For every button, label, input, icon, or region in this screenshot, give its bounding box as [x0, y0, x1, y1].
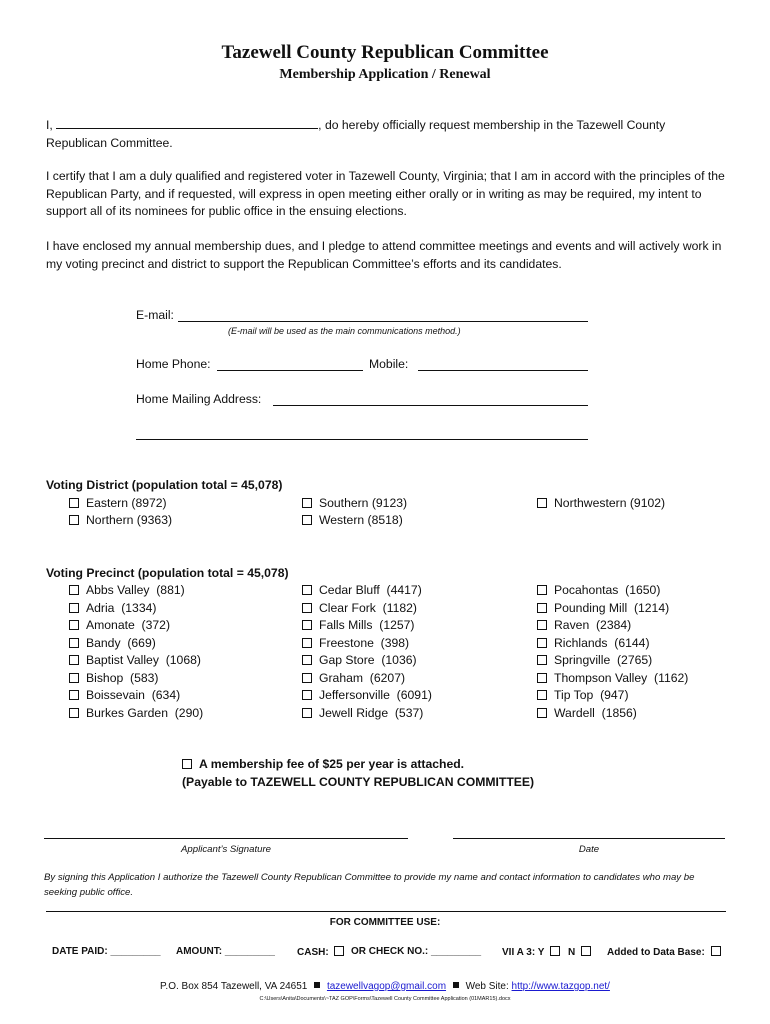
precinct-option[interactable] [302, 706, 423, 720]
checkbox-icon[interactable] [537, 585, 547, 595]
applicant-name-field[interactable] [56, 116, 318, 129]
checkbox-icon[interactable] [302, 708, 312, 718]
precinct-label: Clear Fork (1182) [319, 600, 417, 615]
vii-field: VII A 3: Y N [502, 946, 591, 958]
precinct-option[interactable] [302, 653, 417, 667]
checkbox-icon[interactable] [302, 638, 312, 648]
precinct-option[interactable] [537, 706, 637, 720]
precinct-option[interactable] [302, 583, 422, 597]
checkbox-icon[interactable] [69, 673, 79, 683]
consent-text: By signing this Application I authorize the Tazewell County Republican Committee to provide my name and contact information to candidates who may be seeking public office. [44, 872, 695, 898]
precinct-label: Bishop (583) [86, 670, 159, 685]
cash-checkbox-icon[interactable] [334, 946, 344, 956]
precinct-label: Adria (1334) [86, 600, 157, 615]
added-field: Added to Data Base: [607, 946, 721, 958]
precinct-option[interactable] [537, 601, 669, 615]
precinct-option[interactable] [302, 601, 417, 615]
checkbox-icon[interactable] [302, 603, 312, 613]
precinct-label: Pocahontas (1650) [554, 583, 661, 597]
precinct-label: Richlands (6144) [554, 635, 650, 650]
footer-file-path: C:\Users\Anita\Documents\~TAZ GOP\Forms\Tazewell County Committee Application (01MAR15).docx [259, 996, 511, 1002]
checkbox-icon[interactable] [302, 655, 312, 665]
precinct-label: Jewell Ridge (537) [319, 705, 424, 720]
checkbox-icon[interactable] [69, 638, 79, 648]
precinct-option[interactable] [302, 618, 415, 632]
district-heading: Voting District (population total = 45,078) [46, 478, 283, 492]
intro-request [46, 116, 726, 152]
precinct-label: Springville (2765) [554, 653, 653, 667]
precinct-option[interactable] [302, 688, 432, 702]
checkbox-icon[interactable] [69, 708, 79, 718]
precinct-option[interactable] [302, 636, 409, 650]
mobile-label: Mobile: [369, 357, 409, 371]
no-checkbox-icon[interactable] [581, 946, 591, 956]
precinct-option[interactable] [69, 688, 180, 702]
precinct-label: Wardell (1856) [554, 705, 637, 720]
fee-line: A membership fee of $25 per year is attached. [182, 757, 464, 771]
email-field[interactable] [178, 321, 588, 322]
dues-paragraph: I have enclosed my annual membership dues, and I pledge to attend committee meetings and events and will actively work in my voting precinct and district to support the Republican Committee’s efforts and its candidates. [46, 239, 722, 271]
yes-checkbox-icon[interactable] [550, 946, 560, 956]
checkbox-icon[interactable] [69, 655, 79, 665]
checkbox-icon[interactable] [537, 603, 547, 613]
email-note: (E-mail will be used as the main communications method.) [228, 326, 461, 336]
precinct-option[interactable] [69, 636, 156, 650]
precinct-option[interactable] [69, 653, 201, 667]
precinct-label: Tip Top (947) [554, 688, 629, 702]
added-checkbox-icon[interactable] [711, 946, 721, 956]
district-option[interactable]: Southern (9123) [302, 496, 407, 510]
precinct-option[interactable] [537, 583, 660, 597]
precinct-option[interactable] [69, 601, 156, 615]
checkbox-icon[interactable] [537, 655, 547, 665]
intro-suffix: , do hereby officially request membership in the Tazewell County [318, 118, 666, 132]
fee-checkbox-icon[interactable] [182, 759, 192, 769]
precinct-option[interactable] [69, 583, 185, 597]
checkbox-icon[interactable] [537, 673, 547, 683]
footer-contact [0, 981, 770, 992]
checkbox-icon[interactable] [302, 498, 312, 508]
precinct-label: Jeffersonville (6091) [319, 688, 432, 702]
precinct-label: Gap Store (1036) [319, 653, 417, 667]
precinct-heading: Voting Precinct (population total = 45,078) [46, 566, 289, 580]
precinct-label: Cedar Bluff (4417) [319, 583, 422, 597]
home-phone-field[interactable] [217, 370, 363, 371]
date-paid: DATE PAID: _________ [52, 946, 161, 957]
address-field-line1[interactable] [273, 405, 588, 406]
checkbox-icon[interactable] [302, 673, 312, 683]
district-option[interactable]: Northern (9363) [69, 513, 172, 527]
email-label: E-mail: [136, 308, 174, 322]
precinct-option[interactable] [69, 671, 159, 685]
precinct-label: Abbs Valley (881) [86, 583, 185, 597]
date-field[interactable] [453, 838, 725, 839]
footer-website-label: Web Site: [465, 981, 509, 992]
checkbox-icon[interactable] [537, 498, 547, 508]
precinct-label: Baptist Valley (1068) [86, 653, 201, 667]
intro-line2: Republican Committee. [46, 135, 173, 150]
checkbox-icon[interactable] [69, 690, 79, 700]
date-label: Date [578, 844, 600, 855]
precinct-label: Falls Mills (1257) [319, 618, 415, 632]
bullet-square-icon [453, 982, 459, 988]
bullet-square-icon [314, 982, 320, 988]
precinct-label: Raven (2384) [554, 618, 632, 632]
precinct-label: Boissevain (634) [86, 688, 181, 702]
checkbox-icon[interactable] [302, 585, 312, 595]
checkbox-icon[interactable] [537, 690, 547, 700]
precinct-option[interactable] [537, 688, 629, 702]
checkbox-icon[interactable] [537, 638, 547, 648]
precinct-label: Bandy (669) [86, 635, 156, 650]
checkbox-icon[interactable] [69, 620, 79, 630]
address-field-line2[interactable] [136, 439, 588, 440]
footer-address: P.O. Box 854 Tazewell, VA 24651 [160, 981, 308, 992]
checkbox-icon[interactable] [69, 603, 79, 613]
checkbox-icon[interactable] [537, 708, 547, 718]
precinct-option[interactable] [537, 636, 650, 650]
precinct-option[interactable] [537, 671, 688, 685]
mobile-field[interactable] [418, 370, 588, 371]
fee-payable: (Payable to TAZEWELL COUNTY REPUBLICAN COMMITTEE) [182, 775, 535, 789]
footer-website-link[interactable]: http://www.tazgop.net/ [511, 981, 610, 992]
checkbox-icon[interactable] [69, 585, 79, 595]
precinct-label: Burkes Garden (290) [86, 705, 204, 720]
precinct-label: Freestone (398) [319, 635, 410, 650]
address-label: Home Mailing Address: [136, 392, 262, 406]
signature-label: Applicant’s Signature [181, 844, 271, 855]
precinct-label: Thompson Valley (1162) [554, 670, 689, 685]
checkbox-icon[interactable] [302, 620, 312, 630]
precinct-label: Pounding Mill (1214) [554, 600, 670, 615]
page-title: Tazewell County Republican Committee [221, 42, 549, 63]
precinct-option[interactable] [69, 706, 203, 720]
footer-email-link[interactable]: tazewellvagop@gmail.com [326, 981, 447, 992]
intro-prefix: I, [46, 118, 53, 132]
district-option[interactable]: Eastern (8972) [69, 496, 167, 510]
cash-field: CASH: [297, 946, 344, 958]
district-option[interactable]: Northwestern (9102) [537, 496, 665, 510]
precinct-option[interactable] [537, 618, 631, 632]
certify-paragraph: I certify that I am a duly qualified and registered voter in Tazewell County, Virginia; that I am in accord with the principles of the Republican Party, and if requested, will express in open meeting either orally or in writing as may be required, my intent to support all of its nominees for public office in the ensuing elections. [46, 169, 725, 218]
page-subtitle: Membership Application / Renewal [279, 67, 491, 82]
precinct-option[interactable] [302, 671, 405, 685]
divider [46, 911, 726, 912]
precinct-option[interactable] [537, 653, 652, 667]
checkbox-icon[interactable] [302, 690, 312, 700]
home-phone-label: Home Phone: [136, 357, 211, 371]
checkbox-icon[interactable] [537, 620, 547, 630]
checkbox-icon[interactable] [69, 515, 79, 525]
checkbox-icon[interactable] [302, 515, 312, 525]
check-no: OR CHECK NO.: _________ [351, 946, 482, 957]
amount: AMOUNT: _________ [176, 946, 275, 957]
checkbox-icon[interactable] [69, 498, 79, 508]
precinct-label: Amonate (372) [86, 618, 171, 632]
district-option[interactable]: Western (8518) [302, 513, 403, 527]
precinct-option[interactable] [69, 618, 170, 632]
signature-field[interactable] [44, 838, 408, 839]
committee-heading: FOR COMMITTEE USE: [329, 917, 441, 928]
precinct-label: Graham (6207) [319, 670, 406, 685]
